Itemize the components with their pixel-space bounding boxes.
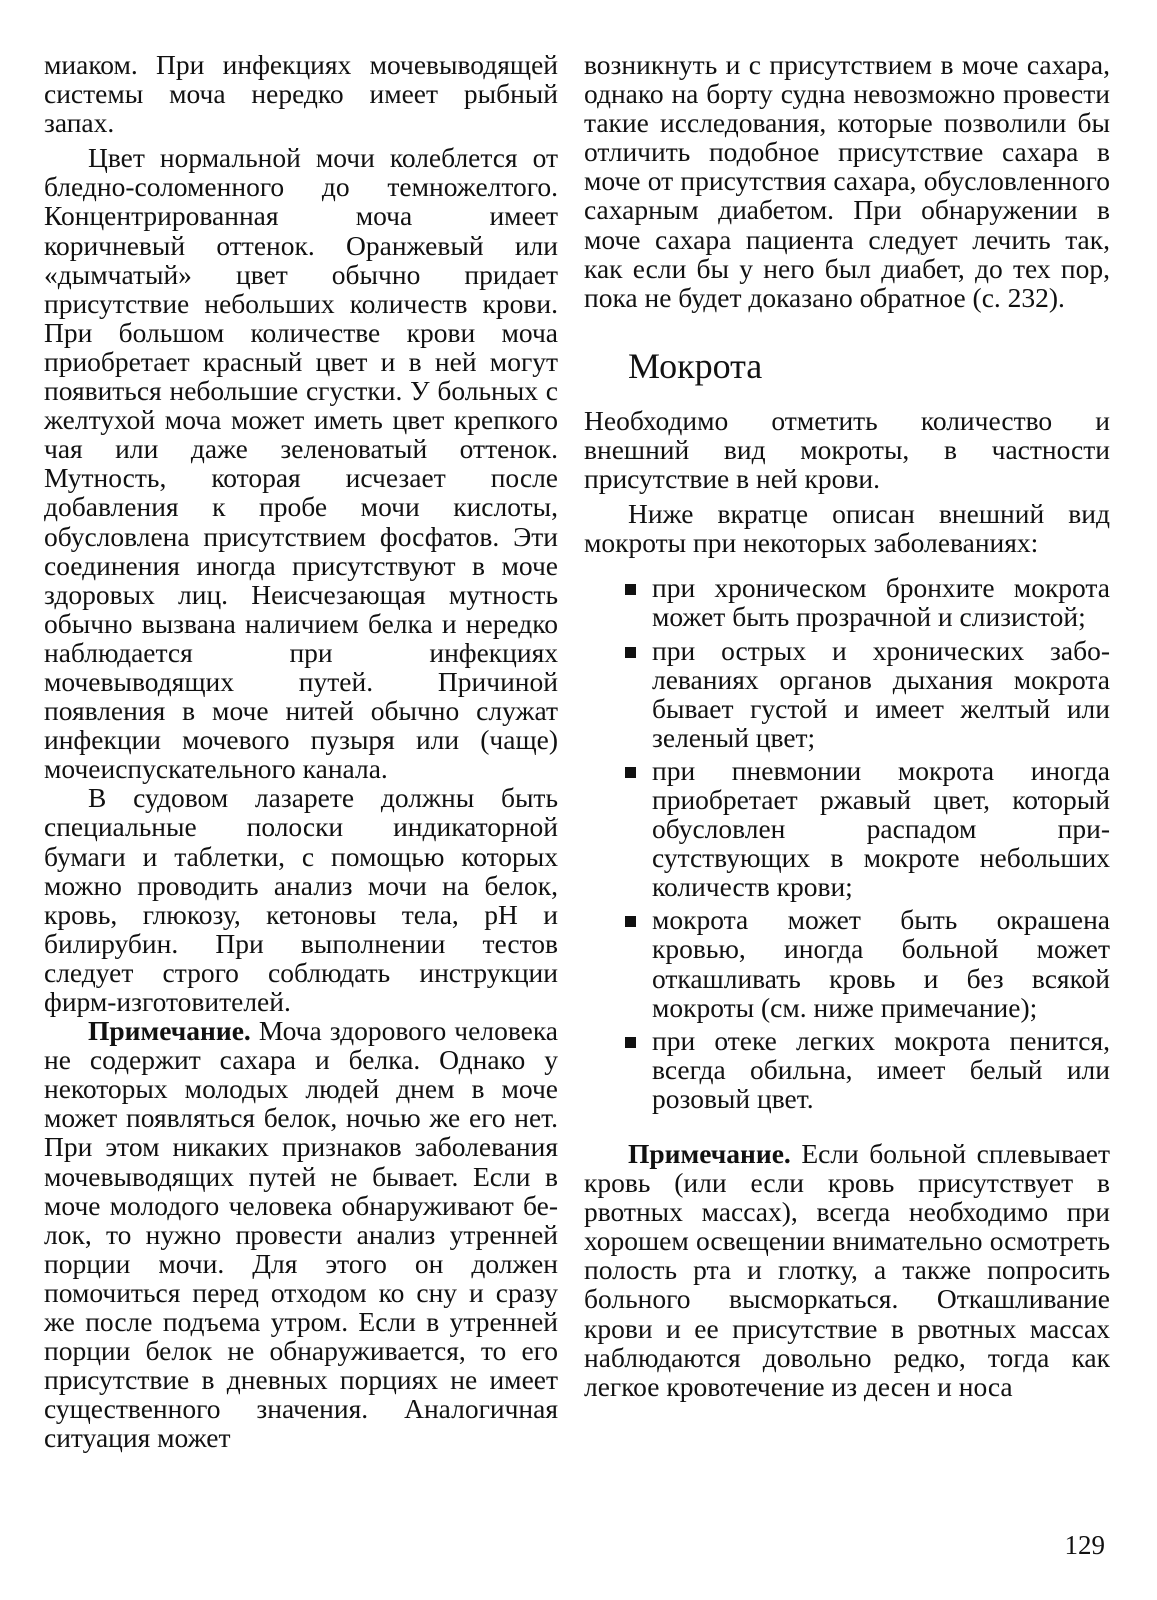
note-paragraph-protein	[44, 1016, 558, 1452]
note-text: Если больной сплевывает кровь (или если кровь присутствует в рвотных массах), всегда необходимо при хорошем освещении внимательно осмотреть полость рта и глотку, а также попросить больного высморкаться. Откашливание крови и ее присутствие в рвотных массах наблюдаются довольно редко, тогда как легкое кровотечение из десен и носа	[584, 1138, 1110, 1402]
paragraph-test-strips: В судовом лазарете должны быть специальные полоски индикаторной бумаги и таблетки, с помощью которых можно проводить анализ мочи на белок, кровь, глюкозу, кетоновы тела, pH и билирубин. При выполнении тестов следует строго соблюдать инструкции фирм-изготовителей.	[44, 782, 558, 1017]
list-item-text: при острых и хронических заболеваниях органов дыхания мокрота бывает густой и имеет желтый или зеленый цвет;	[652, 634, 1110, 753]
sputum-bullet-list	[584, 573, 1110, 1113]
list-item	[652, 905, 1110, 1021]
list-item-text: мокрота может быть окрашена кровью, иногда больной может откашливать кровь и без всякой мокроты (см. ниже примечание);	[652, 904, 1110, 1023]
list-item	[652, 573, 1110, 631]
right-column	[584, 50, 1110, 1401]
list-item-text: при пневмонии мокрота иногда приобретает ржавый цвет, который обусловлен распадом присутствующих в мокроте небольших количеств крови;	[652, 754, 1110, 903]
paragraph-urine-odor: миаком. При инфекциях мочевыводящей системы моча нередко имеет рыбный запах.	[44, 49, 558, 139]
paragraph-sputum-intro: Необходимо отметить количество и внешний вид мокроты, в частности присутствие в ней крови.	[584, 404, 1110, 495]
left-column	[44, 50, 558, 1453]
paragraph-urine-color: Цвет нормальной мочи колеблется от бледно-соломенного до темножелтого. Концентрированная моча имеет коричневый оттенок. Оранжевый или «дымчатый» цвет обычно придает присутствие небольших количеств крови. При большом количестве крови моча приобретает красный цвет и в ней могут появиться небольшие сгустки. У больных с желтухой моча может иметь цвет крепкого чая или даже зеленоватый оттенок. Мутность, которая исчезает после добавления к пробе мочи кислоты, обусловлена присутствием фосфатов. Эти соединения иногда присутствуют в моче здоровых лиц. Неисчезающая мутность обычно вызвана наличием белка и нередко наблюдается при инфекциях мочевыводящих путей. Причиной появления в моче нитей обычно служат инфекции мочевого пузыря или (чаще) мочеиспускательного канала.	[44, 142, 558, 785]
bullet-square-icon	[625, 584, 636, 595]
note-label: Примечание.	[88, 1015, 251, 1047]
list-item	[652, 756, 1110, 901]
list-item-text: при хроническом бронхите мокрота может быть прозрачной и слизистой;	[652, 572, 1110, 633]
bullet-square-icon	[625, 647, 636, 658]
page-number: 129	[1064, 1530, 1105, 1560]
note-paragraph-blood	[584, 1139, 1110, 1401]
note-label: Примечание.	[628, 1138, 791, 1169]
bullet-square-icon	[625, 1037, 636, 1048]
paragraph-sputum-list-intro: Ниже вкратце описан внешний вид мокроты при некоторых заболеваниях:	[584, 498, 1110, 559]
bullet-square-icon	[625, 767, 636, 778]
note-text: Моча здорового человека не содержит сахара и белка. Однако у некоторых молодых людей днем в моче может появляться белок, ночью же его нет. При этом никаких признаков заболевания мочевыводящих путей не бывает. Если в моче молодого человека обнаруживают белок, то нужно провести анализ утренней порции мочи. Для этого он должен помочиться перед отходом ко сну и сразу же после подъема утром. Если в утренней порции белок не обнаруживается, то его присутствие в дневных порциях не имеет существенного значения. Аналогичная ситуация может	[44, 1015, 558, 1454]
bullet-square-icon	[625, 916, 636, 927]
list-item	[652, 1026, 1110, 1113]
paragraph-sugar-continuation: возникнуть и с присутствием в моче сахара, однако на борту судна невозможно провести такие исследования, которые позволили бы отличить подобное присутствие сахара в моче от присутствия сахара, обусловленного сахарным диабетом. При обнаружении в моче сахара пациента следует лечить так, как если бы у него был диабет, до тех пор, пока не будет доказано обратное (с. 232).	[584, 49, 1110, 313]
list-item-text: при отеке легких мокрота пенится, всегда обильна, имеет белый или розовый цвет.	[652, 1024, 1110, 1114]
list-item	[652, 636, 1110, 752]
section-heading-sputum: Мокрота	[628, 345, 763, 386]
